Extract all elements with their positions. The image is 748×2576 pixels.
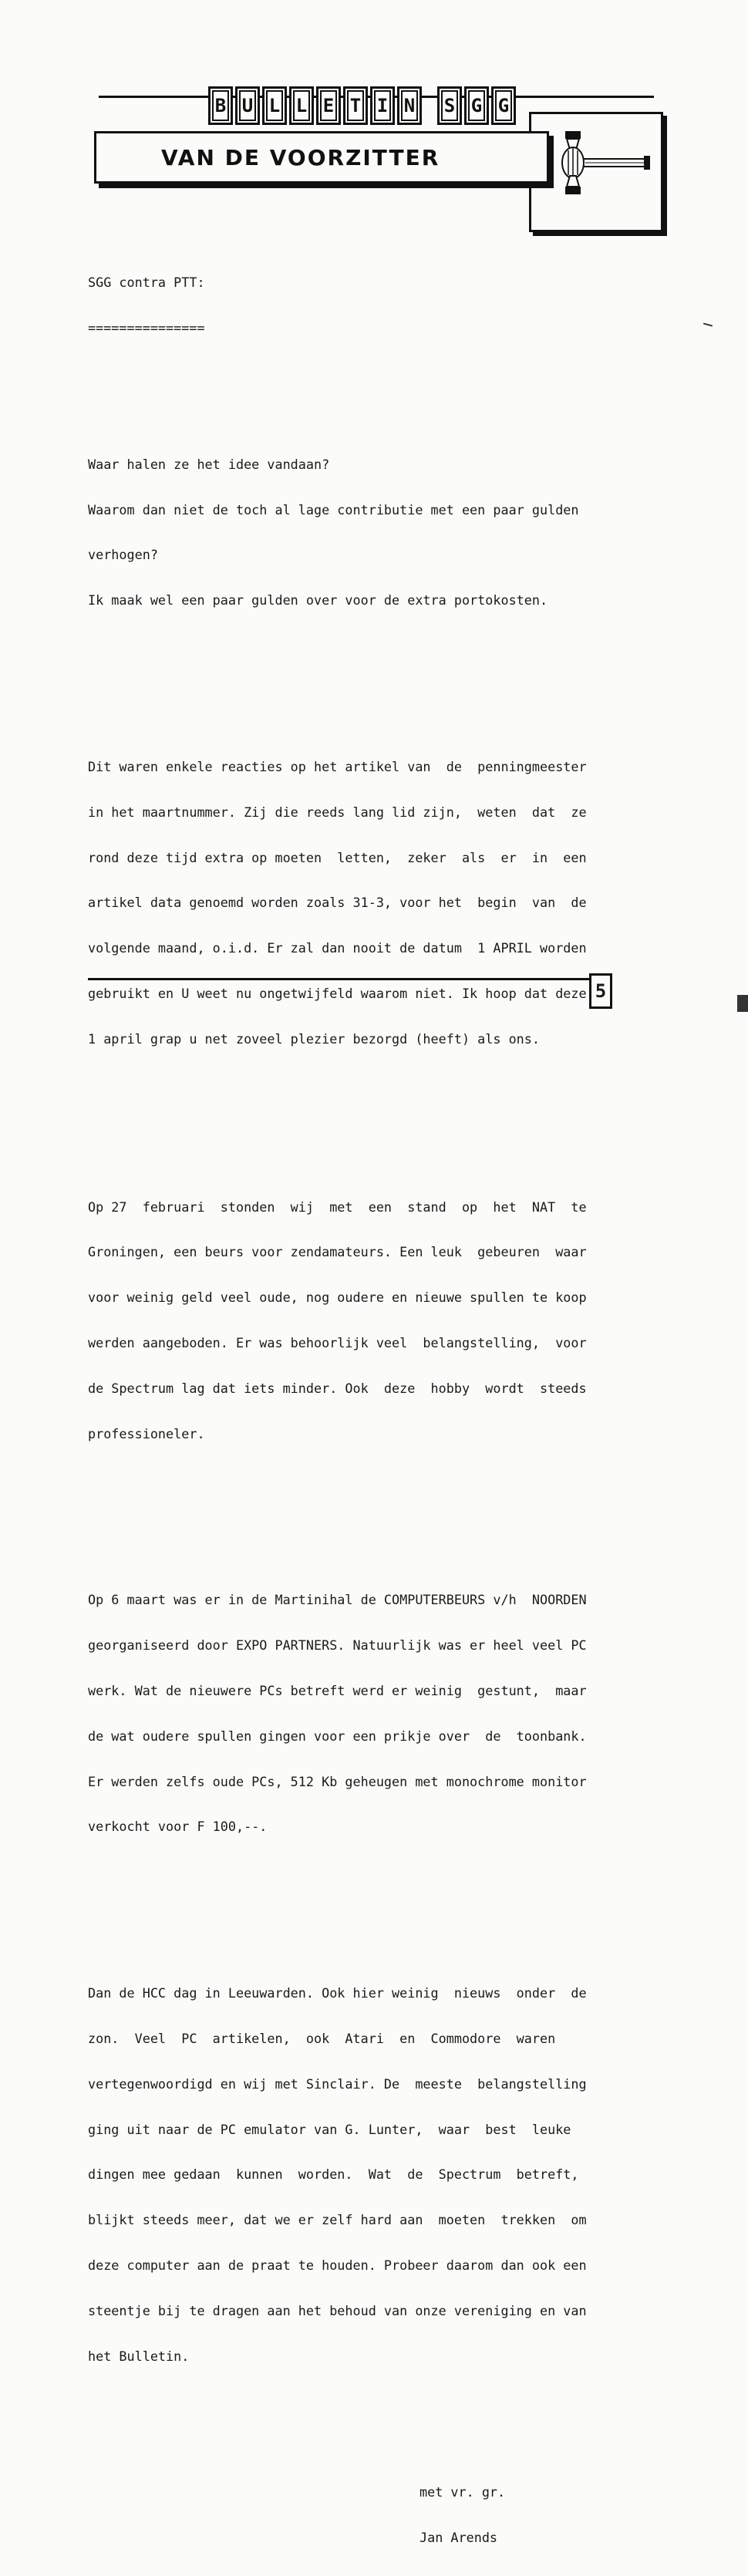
- paragraph-2: [88, 730, 659, 1077]
- signoff: met vr. gr.: [419, 2484, 506, 2500]
- banner-letter: L: [262, 86, 287, 125]
- text-line: artikel data genoemd worden zoals 31-3, voor het begin van de: [88, 895, 587, 911]
- author-name: Jan Arends: [419, 2530, 498, 2546]
- text-line: de wat oudere spullen gingen voor een prikje over de toonbank.: [88, 1728, 587, 1744]
- paragraph-4: [88, 1563, 659, 1865]
- text-line: Groningen, een beurs voor zendamateurs. Een leuk gebeuren waar: [88, 1244, 587, 1260]
- text-line: verhogen?: [88, 547, 158, 563]
- text-line: professioneler.: [88, 1425, 205, 1441]
- text-line: Dit waren enkele reacties op het artikel van de penningmeester: [88, 759, 587, 774]
- text-line: werden aangeboden. Er was behoorlijk veel belangstelling, voor: [88, 1334, 587, 1350]
- footer-rule: [88, 978, 589, 980]
- text-line: Waarom dan niet de toch al lage contributie met een paar gulden: [88, 501, 579, 518]
- text-line: Op 6 maart was er in de Martinihal de COMPUTERBEURS v/h NOORDEN: [88, 1592, 587, 1608]
- text-line: deze computer aan de praat te houden. Probeer daarom dan ook een: [88, 2257, 587, 2273]
- text-line: ging uit naar de PC emulator van G. Lunter, waar best leuke: [88, 2121, 571, 2137]
- paragraph-5: [88, 1956, 659, 2394]
- paragraph-1: [88, 427, 659, 639]
- text-line: gebruikt en U weet nu ongetwijfeld waarom niet. Ik hoop dat deze: [88, 985, 587, 1001]
- paragraph-3: [88, 1169, 659, 1472]
- banner-letter: I: [370, 86, 395, 125]
- banner-letter: G: [464, 86, 489, 125]
- text-line: Waar halen ze het idee vandaan?: [88, 456, 330, 472]
- text-line: Ik maak wel een paar gulden over voor de extra portokosten.: [88, 592, 548, 609]
- banner-letter: S: [437, 86, 462, 125]
- text-line: de Spectrum lag dat iets minder. Ook deze hobby wordt steeds: [88, 1380, 587, 1396]
- section-title: VAN DE VOORZITTER: [161, 144, 440, 170]
- text-line: Er werden zelfs oude PCs, 512 Kb geheugen met monochrome monitor: [88, 1773, 587, 1789]
- bulletin-sgg-banner: [208, 86, 516, 125]
- article-heading-rule: ===============: [88, 319, 205, 335]
- text-line: voor weinig geld veel oude, nog oudere en nieuwe spullen te koop: [88, 1290, 587, 1306]
- banner-letter: G: [491, 86, 516, 125]
- text-line: zon. Veel PC artikelen, ook Atari en Commodore waren: [88, 2031, 556, 2047]
- text-line: Dan de HCC dag in Leeuwarden. Ook hier weinig nieuws onder de: [88, 1985, 587, 2001]
- text-line: steentje bij te dragen aan het behoud van onze vereniging en van: [88, 2302, 587, 2318]
- page-number: 5: [589, 973, 612, 1009]
- text-line: het Bulletin.: [88, 2348, 190, 2364]
- text-line: volgende maand, o.i.d. Er zal dan nooit de datum 1 APRIL worden: [88, 940, 587, 956]
- banner-letter: E: [316, 86, 341, 125]
- banner-letter: N: [397, 86, 422, 125]
- text-line: vertegenwoordigd en wij met Sinclair. De meeste belangstelling: [88, 2075, 587, 2092]
- scan-mark: [703, 322, 713, 326]
- article-body: [88, 245, 659, 2576]
- text-line: 1 april grap u net zoveel plezier bezorgd (heeft) als ons.: [88, 1030, 540, 1047]
- text-line: verkocht voor F 100,--.: [88, 1819, 268, 1835]
- gavel-icon: [531, 114, 661, 230]
- article-heading: SGG contra PTT:: [88, 275, 205, 291]
- text-line: georganiseerd door EXPO PARTNERS. Natuurlijk was er heel veel PC: [88, 1637, 587, 1654]
- text-line: in het maartnummer. Zij die reeds lang lid zijn, weten dat ze: [88, 804, 587, 820]
- scan-edge: [737, 995, 748, 1012]
- text-line: Op 27 februari stonden wij met een stand op het NAT te: [88, 1199, 587, 1215]
- text-line: rond deze tijd extra op moeten letten, zeker als er in een: [88, 849, 587, 865]
- text-line: blijkt steeds meer, dat we er zelf hard aan moeten trekken om: [88, 2212, 587, 2228]
- section-title-box: [94, 131, 549, 184]
- banner-letter: L: [289, 86, 314, 125]
- text-line: werk. Wat de nieuwere PCs betreft werd er weinig gestunt, maar: [88, 1683, 587, 1699]
- text-line: dingen mee gedaan kunnen worden. Wat de Spectrum betreft,: [88, 2166, 579, 2183]
- banner-letter: B: [208, 86, 233, 125]
- banner-letter: U: [235, 86, 260, 125]
- banner-letter: T: [343, 86, 368, 125]
- gavel-frame: [529, 112, 663, 232]
